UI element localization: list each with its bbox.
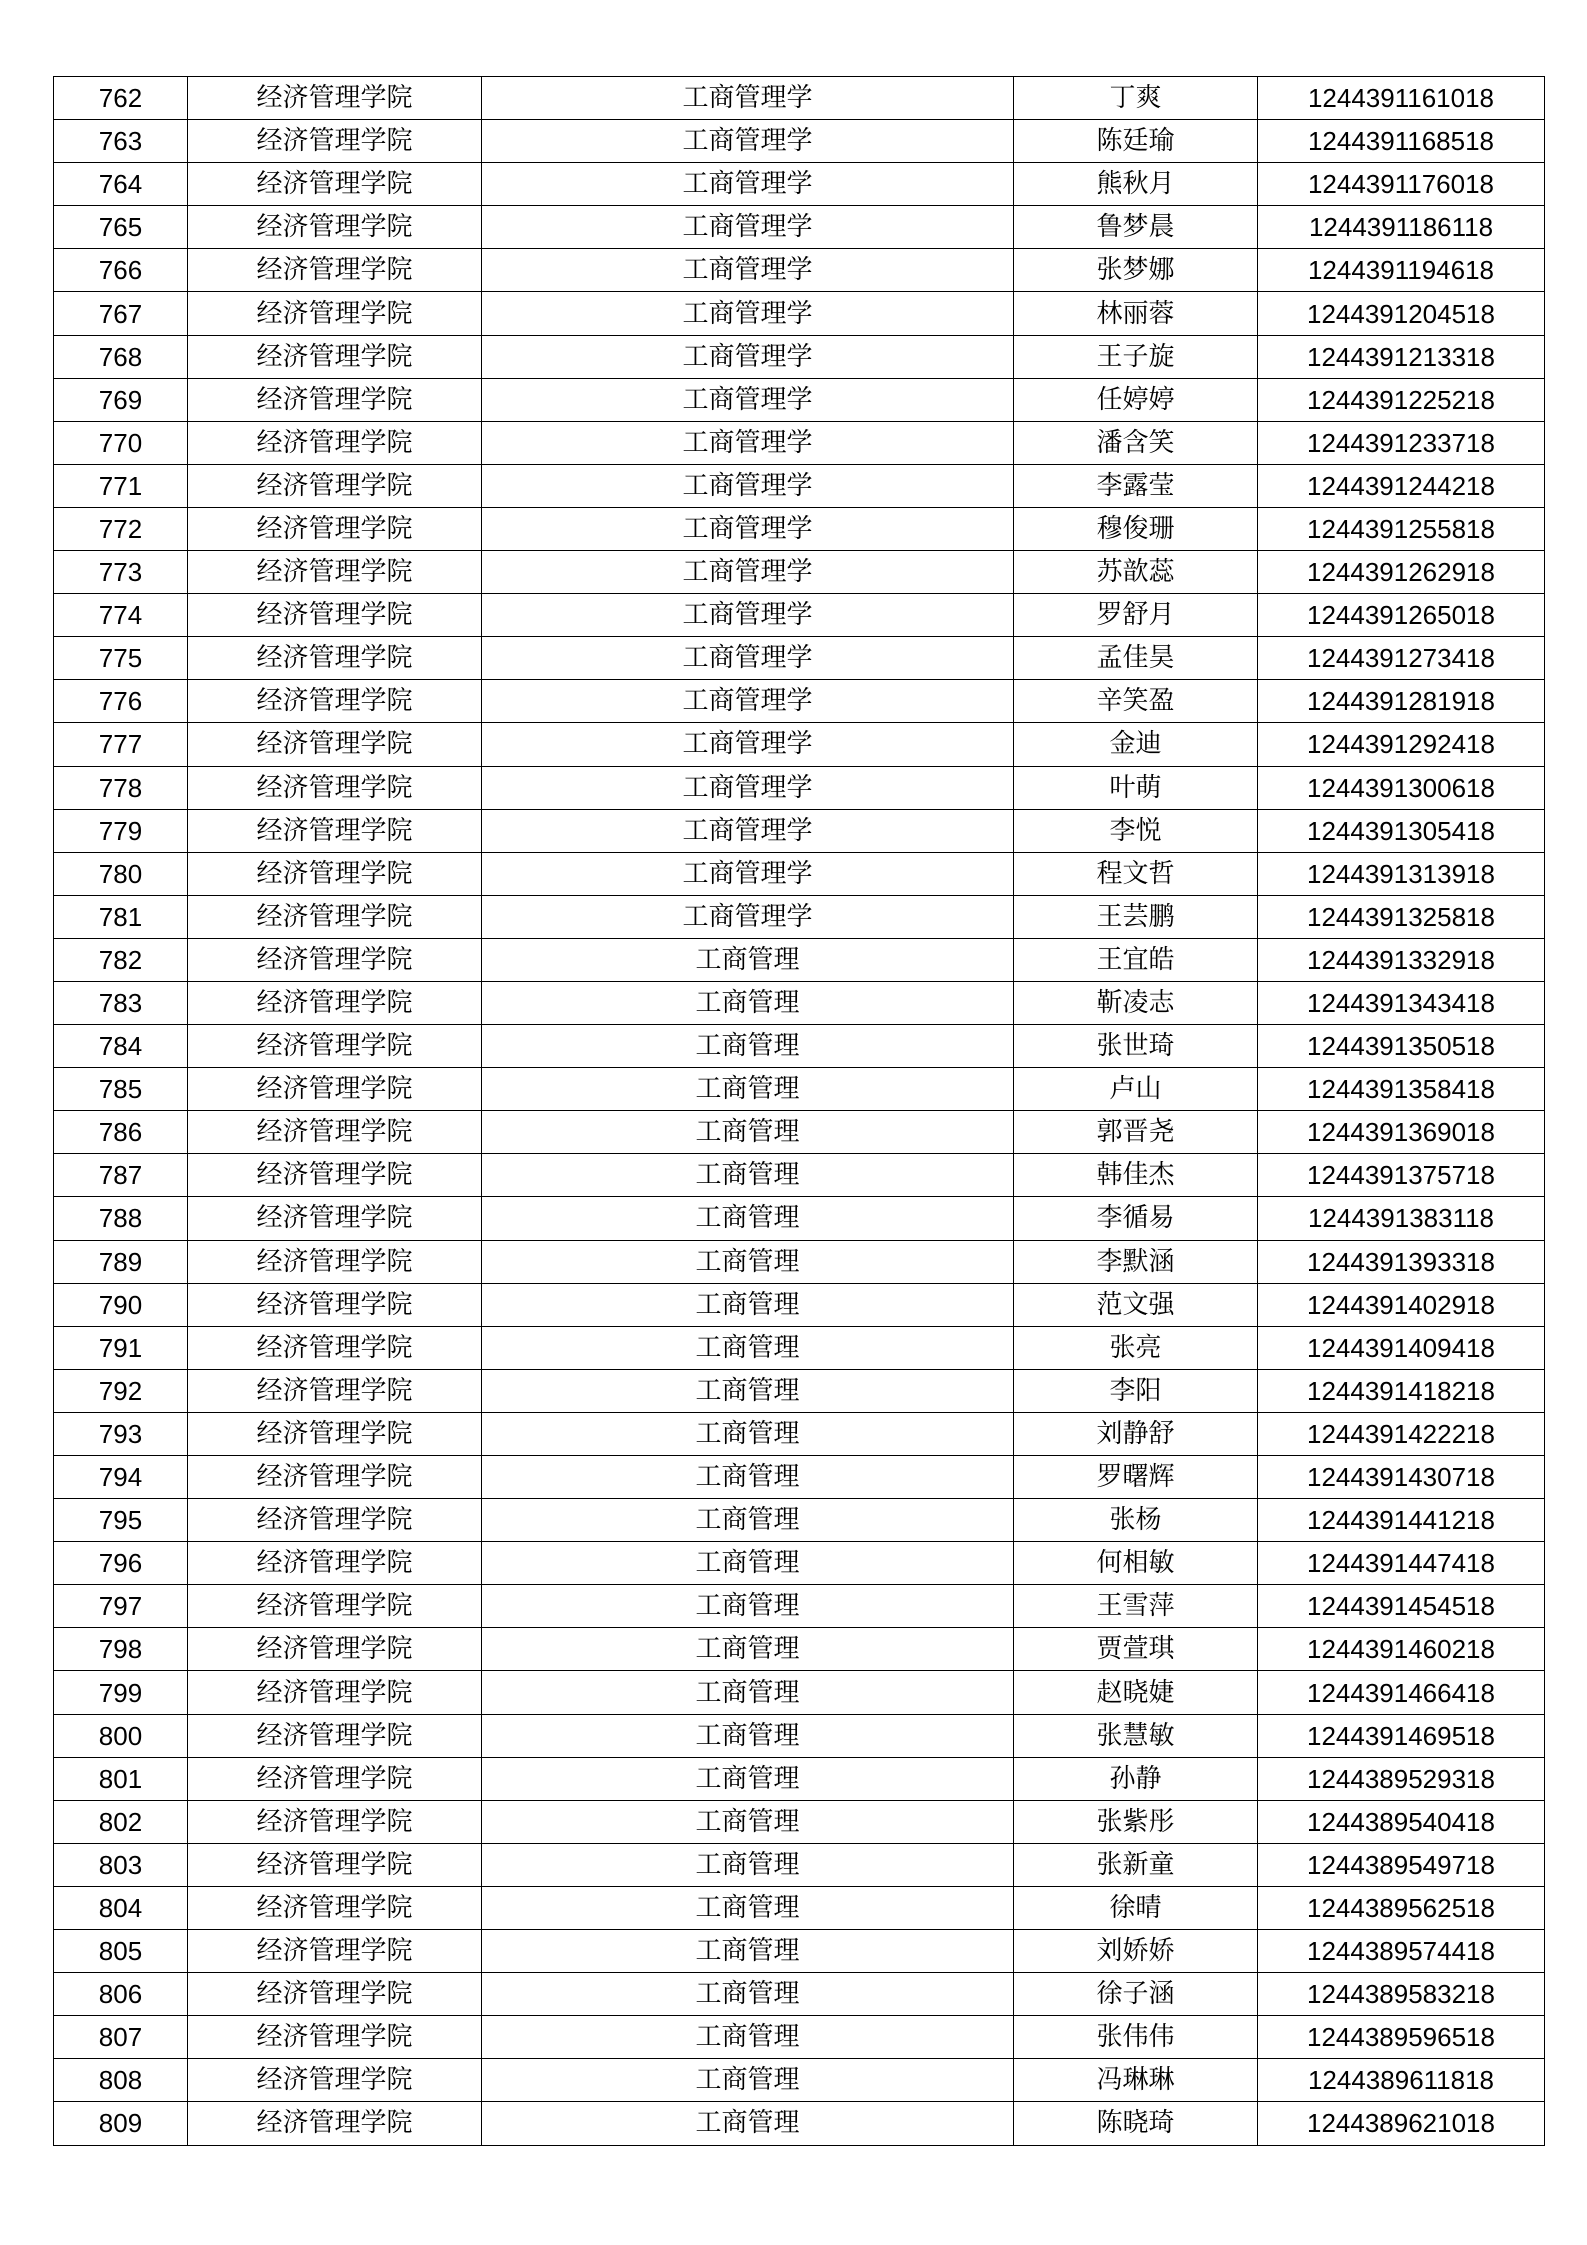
student-name: 金迪 xyxy=(1014,723,1258,766)
row-number: 785 xyxy=(54,1068,188,1111)
college-name: 经济管理学院 xyxy=(188,77,482,120)
student-name: 张新童 xyxy=(1014,1843,1258,1886)
student-id: 1244391300618 xyxy=(1258,766,1545,809)
row-number: 791 xyxy=(54,1326,188,1369)
student-name: 王子旋 xyxy=(1014,335,1258,378)
table-row xyxy=(54,1930,1545,1973)
row-number: 806 xyxy=(54,1973,188,2016)
student-name: 陈晓琦 xyxy=(1014,2102,1258,2145)
student-id: 1244391265018 xyxy=(1258,594,1545,637)
major-name: 工商管理学 xyxy=(482,120,1014,163)
major-name: 工商管理学 xyxy=(482,852,1014,895)
table-row xyxy=(54,1283,1545,1326)
student-id: 1244389549718 xyxy=(1258,1843,1545,1886)
major-name: 工商管理 xyxy=(482,1283,1014,1326)
row-number: 800 xyxy=(54,1714,188,1757)
college-name: 经济管理学院 xyxy=(188,637,482,680)
major-name: 工商管理 xyxy=(482,1326,1014,1369)
row-number: 769 xyxy=(54,378,188,421)
major-name: 工商管理学 xyxy=(482,594,1014,637)
row-number: 809 xyxy=(54,2102,188,2145)
row-number: 787 xyxy=(54,1154,188,1197)
college-name: 经济管理学院 xyxy=(188,2102,482,2145)
student-id: 1244391430718 xyxy=(1258,1456,1545,1499)
student-id: 1244391369018 xyxy=(1258,1111,1545,1154)
student-id: 1244391454518 xyxy=(1258,1585,1545,1628)
table-row xyxy=(54,938,1545,981)
student-name: 熊秋月 xyxy=(1014,163,1258,206)
student-id: 1244389583218 xyxy=(1258,1973,1545,2016)
major-name: 工商管理 xyxy=(482,1930,1014,1973)
row-number: 763 xyxy=(54,120,188,163)
table-row xyxy=(54,1585,1545,1628)
college-name: 经济管理学院 xyxy=(188,1671,482,1714)
student-name: 孙静 xyxy=(1014,1757,1258,1800)
college-name: 经济管理学院 xyxy=(188,2059,482,2102)
student-name: 苏歆蕊 xyxy=(1014,551,1258,594)
table-row xyxy=(54,335,1545,378)
student-id: 1244391325818 xyxy=(1258,895,1545,938)
college-name: 经济管理学院 xyxy=(188,1197,482,1240)
student-id: 1244391393318 xyxy=(1258,1240,1545,1283)
college-name: 经济管理学院 xyxy=(188,1369,482,1412)
major-name: 工商管理学 xyxy=(482,464,1014,507)
row-number: 770 xyxy=(54,421,188,464)
student-id: 1244391447418 xyxy=(1258,1542,1545,1585)
college-name: 经济管理学院 xyxy=(188,1628,482,1671)
major-name: 工商管理 xyxy=(482,1843,1014,1886)
major-name: 工商管理 xyxy=(482,1757,1014,1800)
student-id: 1244389562518 xyxy=(1258,1886,1545,1929)
row-number: 807 xyxy=(54,2016,188,2059)
college-name: 经济管理学院 xyxy=(188,723,482,766)
table-row xyxy=(54,637,1545,680)
college-name: 经济管理学院 xyxy=(188,1542,482,1585)
major-name: 工商管理学 xyxy=(482,421,1014,464)
table-row xyxy=(54,163,1545,206)
table-row xyxy=(54,680,1545,723)
student-name: 靳凌志 xyxy=(1014,981,1258,1024)
student-id: 1244391168518 xyxy=(1258,120,1545,163)
major-name: 工商管理学 xyxy=(482,77,1014,120)
major-name: 工商管理 xyxy=(482,1973,1014,2016)
row-number: 779 xyxy=(54,809,188,852)
major-name: 工商管理学 xyxy=(482,378,1014,421)
major-name: 工商管理 xyxy=(482,1886,1014,1929)
row-number: 808 xyxy=(54,2059,188,2102)
student-name: 张亮 xyxy=(1014,1326,1258,1369)
row-number: 764 xyxy=(54,163,188,206)
major-name: 工商管理学 xyxy=(482,680,1014,723)
student-id: 1244391358418 xyxy=(1258,1068,1545,1111)
row-number: 783 xyxy=(54,981,188,1024)
table-row xyxy=(54,809,1545,852)
student-name: 林丽蓉 xyxy=(1014,292,1258,335)
student-id: 1244391409418 xyxy=(1258,1326,1545,1369)
student-id: 1244389596518 xyxy=(1258,2016,1545,2059)
student-id: 1244391441218 xyxy=(1258,1499,1545,1542)
row-number: 796 xyxy=(54,1542,188,1585)
student-name: 李阳 xyxy=(1014,1369,1258,1412)
student-id: 1244391383118 xyxy=(1258,1197,1545,1240)
row-number: 790 xyxy=(54,1283,188,1326)
student-id: 1244391255818 xyxy=(1258,507,1545,550)
row-number: 781 xyxy=(54,895,188,938)
major-name: 工商管理学 xyxy=(482,249,1014,292)
major-name: 工商管理学 xyxy=(482,206,1014,249)
student-id: 1244391313918 xyxy=(1258,852,1545,895)
student-id: 1244391213318 xyxy=(1258,335,1545,378)
row-number: 805 xyxy=(54,1930,188,1973)
student-id: 1244391233718 xyxy=(1258,421,1545,464)
student-name: 罗曙辉 xyxy=(1014,1456,1258,1499)
college-name: 经济管理学院 xyxy=(188,594,482,637)
student-id: 1244391375718 xyxy=(1258,1154,1545,1197)
student-name: 张慧敏 xyxy=(1014,1714,1258,1757)
student-name: 王雪萍 xyxy=(1014,1585,1258,1628)
student-name: 徐子涵 xyxy=(1014,1973,1258,2016)
row-number: 767 xyxy=(54,292,188,335)
major-name: 工商管理 xyxy=(482,1412,1014,1455)
row-number: 771 xyxy=(54,464,188,507)
student-name: 李循易 xyxy=(1014,1197,1258,1240)
student-name: 鲁梦晨 xyxy=(1014,206,1258,249)
row-number: 801 xyxy=(54,1757,188,1800)
student-name: 徐晴 xyxy=(1014,1886,1258,1929)
student-name: 张紫彤 xyxy=(1014,1800,1258,1843)
table-row xyxy=(54,551,1545,594)
college-name: 经济管理学院 xyxy=(188,292,482,335)
student-name: 何相敏 xyxy=(1014,1542,1258,1585)
row-number: 786 xyxy=(54,1111,188,1154)
row-number: 802 xyxy=(54,1800,188,1843)
student-name: 贾萱琪 xyxy=(1014,1628,1258,1671)
row-number: 804 xyxy=(54,1886,188,1929)
student-id: 1244391161018 xyxy=(1258,77,1545,120)
student-roster-table xyxy=(53,76,1545,2146)
college-name: 经济管理学院 xyxy=(188,1283,482,1326)
major-name: 工商管理 xyxy=(482,1671,1014,1714)
college-name: 经济管理学院 xyxy=(188,1240,482,1283)
row-number: 784 xyxy=(54,1025,188,1068)
table-row xyxy=(54,1154,1545,1197)
row-number: 798 xyxy=(54,1628,188,1671)
student-id: 1244389529318 xyxy=(1258,1757,1545,1800)
row-number: 774 xyxy=(54,594,188,637)
college-name: 经济管理学院 xyxy=(188,507,482,550)
student-name: 韩佳杰 xyxy=(1014,1154,1258,1197)
student-id: 1244389540418 xyxy=(1258,1800,1545,1843)
student-id: 1244391402918 xyxy=(1258,1283,1545,1326)
row-number: 788 xyxy=(54,1197,188,1240)
college-name: 经济管理学院 xyxy=(188,680,482,723)
student-name: 罗舒月 xyxy=(1014,594,1258,637)
college-name: 经济管理学院 xyxy=(188,1456,482,1499)
row-number: 765 xyxy=(54,206,188,249)
row-number: 777 xyxy=(54,723,188,766)
row-number: 793 xyxy=(54,1412,188,1455)
table-row xyxy=(54,895,1545,938)
student-name: 范文强 xyxy=(1014,1283,1258,1326)
college-name: 经济管理学院 xyxy=(188,206,482,249)
student-name: 张杨 xyxy=(1014,1499,1258,1542)
row-number: 776 xyxy=(54,680,188,723)
student-name: 李露莹 xyxy=(1014,464,1258,507)
college-name: 经济管理学院 xyxy=(188,1714,482,1757)
table-row xyxy=(54,1025,1545,1068)
table-row xyxy=(54,981,1545,1024)
major-name: 工商管理 xyxy=(482,938,1014,981)
row-number: 780 xyxy=(54,852,188,895)
row-number: 799 xyxy=(54,1671,188,1714)
table-row xyxy=(54,120,1545,163)
student-id: 1244391204518 xyxy=(1258,292,1545,335)
table-row xyxy=(54,378,1545,421)
major-name: 工商管理学 xyxy=(482,292,1014,335)
college-name: 经济管理学院 xyxy=(188,1930,482,1973)
student-name: 丁爽 xyxy=(1014,77,1258,120)
student-name: 孟佳昊 xyxy=(1014,637,1258,680)
college-name: 经济管理学院 xyxy=(188,464,482,507)
table-row xyxy=(54,1240,1545,1283)
table-row xyxy=(54,1412,1545,1455)
student-name: 穆俊珊 xyxy=(1014,507,1258,550)
student-name: 叶萌 xyxy=(1014,766,1258,809)
table-row xyxy=(54,1714,1545,1757)
table-row xyxy=(54,1369,1545,1412)
student-name: 刘静舒 xyxy=(1014,1412,1258,1455)
college-name: 经济管理学院 xyxy=(188,551,482,594)
major-name: 工商管理学 xyxy=(482,895,1014,938)
row-number: 768 xyxy=(54,335,188,378)
student-id: 1244389574418 xyxy=(1258,1930,1545,1973)
table-row xyxy=(54,852,1545,895)
student-id: 1244391176018 xyxy=(1258,163,1545,206)
major-name: 工商管理 xyxy=(482,1542,1014,1585)
student-id: 1244391292418 xyxy=(1258,723,1545,766)
major-name: 工商管理 xyxy=(482,2102,1014,2145)
student-id: 1244391332918 xyxy=(1258,938,1545,981)
major-name: 工商管理 xyxy=(482,2016,1014,2059)
row-number: 803 xyxy=(54,1843,188,1886)
major-name: 工商管理 xyxy=(482,1800,1014,1843)
major-name: 工商管理 xyxy=(482,1585,1014,1628)
student-name: 程文哲 xyxy=(1014,852,1258,895)
college-name: 经济管理学院 xyxy=(188,163,482,206)
student-name: 潘含笑 xyxy=(1014,421,1258,464)
major-name: 工商管理学 xyxy=(482,766,1014,809)
major-name: 工商管理 xyxy=(482,1628,1014,1671)
college-name: 经济管理学院 xyxy=(188,766,482,809)
student-id: 1244391244218 xyxy=(1258,464,1545,507)
major-name: 工商管理 xyxy=(482,2059,1014,2102)
student-name: 刘娇娇 xyxy=(1014,1930,1258,1973)
table-row xyxy=(54,1628,1545,1671)
college-name: 经济管理学院 xyxy=(188,809,482,852)
student-id: 1244391418218 xyxy=(1258,1369,1545,1412)
student-name: 李默涵 xyxy=(1014,1240,1258,1283)
college-name: 经济管理学院 xyxy=(188,335,482,378)
student-id: 1244391225218 xyxy=(1258,378,1545,421)
table-row xyxy=(54,1757,1545,1800)
table-row xyxy=(54,766,1545,809)
table-row xyxy=(54,594,1545,637)
college-name: 经济管理学院 xyxy=(188,1886,482,1929)
row-number: 795 xyxy=(54,1499,188,1542)
student-name: 赵晓婕 xyxy=(1014,1671,1258,1714)
college-name: 经济管理学院 xyxy=(188,120,482,163)
table-row xyxy=(54,292,1545,335)
student-id: 1244391281918 xyxy=(1258,680,1545,723)
student-id: 1244391186118 xyxy=(1258,206,1545,249)
student-id: 1244391343418 xyxy=(1258,981,1545,1024)
major-name: 工商管理学 xyxy=(482,507,1014,550)
student-name: 王宜皓 xyxy=(1014,938,1258,981)
row-number: 773 xyxy=(54,551,188,594)
student-id: 1244389621018 xyxy=(1258,2102,1545,2145)
college-name: 经济管理学院 xyxy=(188,1025,482,1068)
college-name: 经济管理学院 xyxy=(188,1326,482,1369)
row-number: 794 xyxy=(54,1456,188,1499)
table-row xyxy=(54,1886,1545,1929)
table-row xyxy=(54,1326,1545,1369)
college-name: 经济管理学院 xyxy=(188,1757,482,1800)
major-name: 工商管理 xyxy=(482,1025,1014,1068)
student-id: 1244391262918 xyxy=(1258,551,1545,594)
student-id: 1244391305418 xyxy=(1258,809,1545,852)
college-name: 经济管理学院 xyxy=(188,1585,482,1628)
row-number: 772 xyxy=(54,507,188,550)
college-name: 经济管理学院 xyxy=(188,1068,482,1111)
table-row xyxy=(54,421,1545,464)
college-name: 经济管理学院 xyxy=(188,1843,482,1886)
major-name: 工商管理学 xyxy=(482,723,1014,766)
row-number: 766 xyxy=(54,249,188,292)
major-name: 工商管理 xyxy=(482,1714,1014,1757)
major-name: 工商管理 xyxy=(482,1068,1014,1111)
student-name: 卢山 xyxy=(1014,1068,1258,1111)
college-name: 经济管理学院 xyxy=(188,1499,482,1542)
student-name: 任婷婷 xyxy=(1014,378,1258,421)
student-id: 1244391460218 xyxy=(1258,1628,1545,1671)
college-name: 经济管理学院 xyxy=(188,1800,482,1843)
row-number: 778 xyxy=(54,766,188,809)
row-number: 797 xyxy=(54,1585,188,1628)
major-name: 工商管理 xyxy=(482,1456,1014,1499)
college-name: 经济管理学院 xyxy=(188,421,482,464)
student-name: 冯琳琳 xyxy=(1014,2059,1258,2102)
table-row xyxy=(54,2102,1545,2145)
college-name: 经济管理学院 xyxy=(188,1154,482,1197)
student-name: 郭晋尧 xyxy=(1014,1111,1258,1154)
major-name: 工商管理 xyxy=(482,1369,1014,1412)
row-number: 792 xyxy=(54,1369,188,1412)
table-row xyxy=(54,1800,1545,1843)
college-name: 经济管理学院 xyxy=(188,1973,482,2016)
major-name: 工商管理学 xyxy=(482,809,1014,852)
table-row xyxy=(54,507,1545,550)
table-row xyxy=(54,206,1545,249)
student-name: 张梦娜 xyxy=(1014,249,1258,292)
student-id: 1244391469518 xyxy=(1258,1714,1545,1757)
college-name: 经济管理学院 xyxy=(188,981,482,1024)
student-id: 1244391350518 xyxy=(1258,1025,1545,1068)
student-name: 辛笑盈 xyxy=(1014,680,1258,723)
student-id: 1244391273418 xyxy=(1258,637,1545,680)
major-name: 工商管理学 xyxy=(482,551,1014,594)
college-name: 经济管理学院 xyxy=(188,2016,482,2059)
table-row xyxy=(54,1456,1545,1499)
table-row xyxy=(54,77,1545,120)
major-name: 工商管理 xyxy=(482,1197,1014,1240)
table-row xyxy=(54,249,1545,292)
college-name: 经济管理学院 xyxy=(188,1111,482,1154)
major-name: 工商管理 xyxy=(482,1240,1014,1283)
table-row xyxy=(54,1197,1545,1240)
college-name: 经济管理学院 xyxy=(188,938,482,981)
table-row xyxy=(54,1973,1545,2016)
table-row xyxy=(54,1111,1545,1154)
student-name: 张伟伟 xyxy=(1014,2016,1258,2059)
student-name: 张世琦 xyxy=(1014,1025,1258,1068)
row-number: 789 xyxy=(54,1240,188,1283)
row-number: 782 xyxy=(54,938,188,981)
student-id: 1244391194618 xyxy=(1258,249,1545,292)
student-name: 陈廷瑜 xyxy=(1014,120,1258,163)
table-row xyxy=(54,1068,1545,1111)
college-name: 经济管理学院 xyxy=(188,1412,482,1455)
student-id: 1244391466418 xyxy=(1258,1671,1545,1714)
student-id: 1244389611818 xyxy=(1258,2059,1545,2102)
table-row xyxy=(54,2016,1545,2059)
row-number: 762 xyxy=(54,77,188,120)
table-row xyxy=(54,464,1545,507)
major-name: 工商管理 xyxy=(482,1154,1014,1197)
table-row xyxy=(54,2059,1545,2102)
college-name: 经济管理学院 xyxy=(188,378,482,421)
table-row xyxy=(54,1499,1545,1542)
college-name: 经济管理学院 xyxy=(188,249,482,292)
row-number: 775 xyxy=(54,637,188,680)
college-name: 经济管理学院 xyxy=(188,852,482,895)
major-name: 工商管理学 xyxy=(482,163,1014,206)
student-name: 王芸鹏 xyxy=(1014,895,1258,938)
student-name: 李悦 xyxy=(1014,809,1258,852)
student-id: 1244391422218 xyxy=(1258,1412,1545,1455)
table-row xyxy=(54,723,1545,766)
major-name: 工商管理 xyxy=(482,1111,1014,1154)
college-name: 经济管理学院 xyxy=(188,895,482,938)
major-name: 工商管理学 xyxy=(482,637,1014,680)
table-row xyxy=(54,1542,1545,1585)
table-row xyxy=(54,1671,1545,1714)
major-name: 工商管理 xyxy=(482,981,1014,1024)
roster-table-body xyxy=(54,77,1545,2146)
major-name: 工商管理 xyxy=(482,1499,1014,1542)
major-name: 工商管理学 xyxy=(482,335,1014,378)
table-row xyxy=(54,1843,1545,1886)
